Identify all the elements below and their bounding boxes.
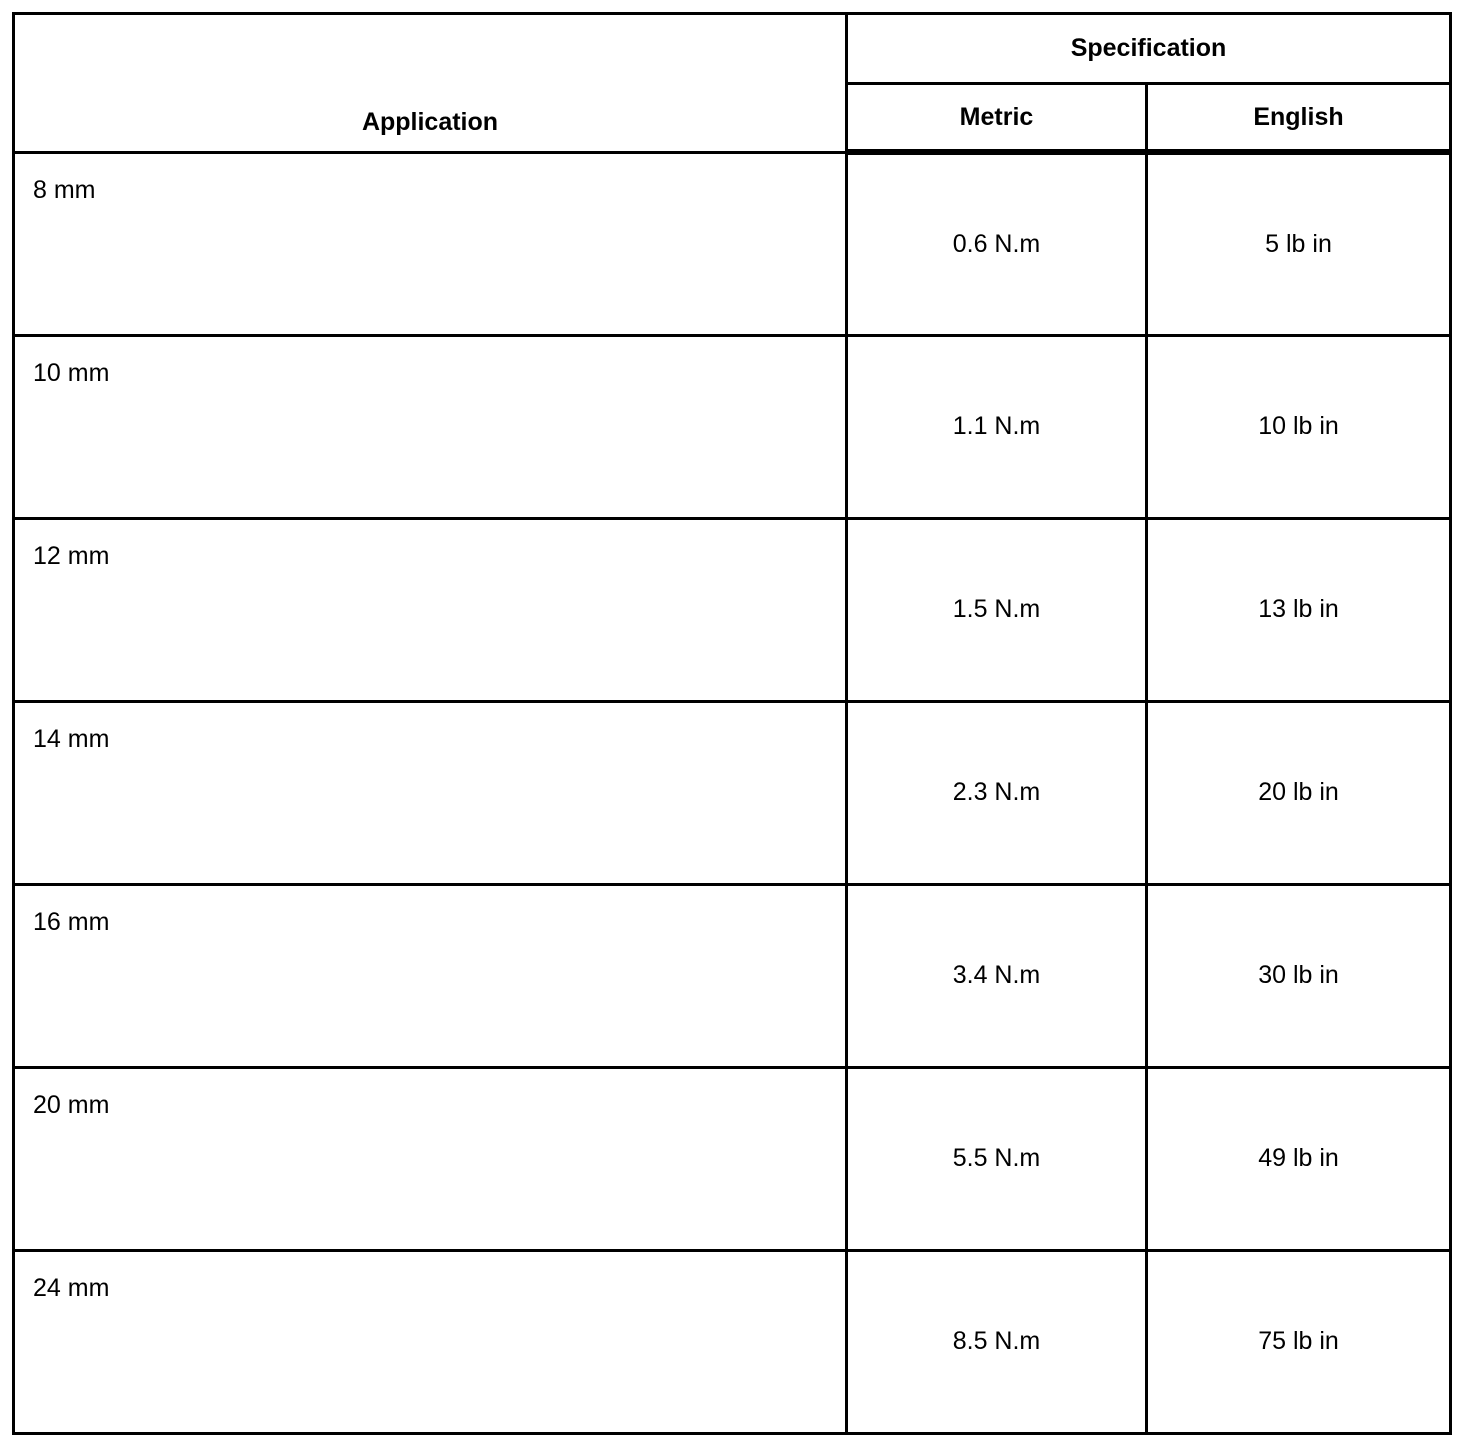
torque-spec-table [12, 12, 1452, 1435]
metric-cell: 3.4 N.m [847, 884, 1147, 1067]
table-row [14, 335, 1451, 518]
table-row [14, 1067, 1451, 1250]
table-row [14, 518, 1451, 701]
metric-cell: 2.3 N.m [847, 701, 1147, 884]
header-application: Application [14, 14, 847, 153]
metric-cell: 1.1 N.m [847, 335, 1147, 518]
table-row [14, 701, 1451, 884]
table-row [14, 152, 1451, 335]
table-header [14, 14, 1451, 153]
table-row [14, 884, 1451, 1067]
application-cell: 8 mm [14, 152, 847, 335]
english-cell: 75 lb in [1147, 1250, 1451, 1433]
header-specification: Specification [847, 14, 1451, 84]
header-english: English [1147, 84, 1451, 153]
english-cell: 20 lb in [1147, 701, 1451, 884]
metric-cell: 5.5 N.m [847, 1067, 1147, 1250]
english-cell: 5 lb in [1147, 152, 1451, 335]
application-cell: 14 mm [14, 701, 847, 884]
table-row [14, 1250, 1451, 1433]
metric-cell: 1.5 N.m [847, 518, 1147, 701]
english-cell: 10 lb in [1147, 335, 1451, 518]
application-cell: 16 mm [14, 884, 847, 1067]
table-body [14, 152, 1451, 1433]
application-cell: 12 mm [14, 518, 847, 701]
english-cell: 30 lb in [1147, 884, 1451, 1067]
header-row-top [14, 14, 1451, 84]
english-cell: 13 lb in [1147, 518, 1451, 701]
application-cell: 10 mm [14, 335, 847, 518]
application-cell: 20 mm [14, 1067, 847, 1250]
header-metric: Metric [847, 84, 1147, 153]
metric-cell: 0.6 N.m [847, 152, 1147, 335]
english-cell: 49 lb in [1147, 1067, 1451, 1250]
metric-cell: 8.5 N.m [847, 1250, 1147, 1433]
application-cell: 24 mm [14, 1250, 847, 1433]
